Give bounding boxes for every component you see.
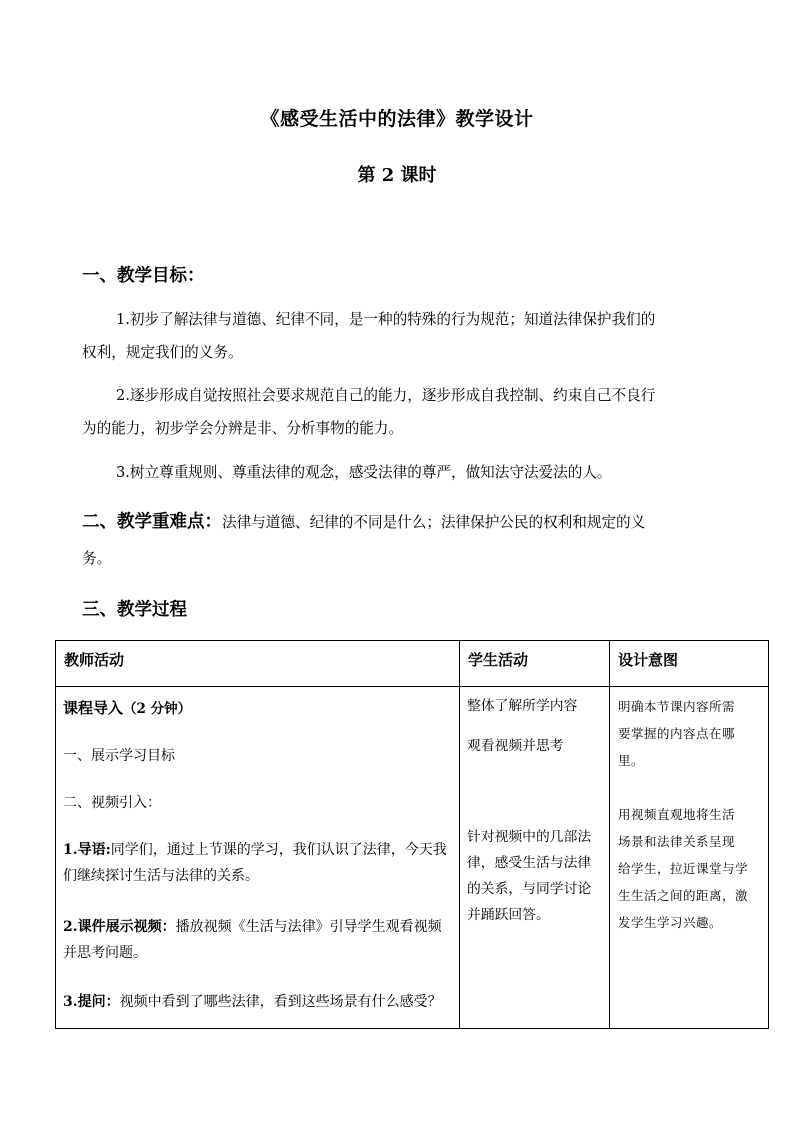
teacher-question-label: 3.提问：: [63, 994, 120, 1010]
intent-1-line-1: 明确本节课内容所需: [618, 699, 736, 714]
goal-2-line-2: 为的能力，初步学会分辨是非、分析事物的能力。: [82, 420, 404, 437]
goal-2: [82, 379, 722, 445]
header-student-activity: 学生活动: [460, 641, 610, 687]
item-show-goals: 一、展示学习目标: [63, 748, 175, 764]
goal-1: [82, 303, 722, 369]
student-discussion-line-4: 并踊跃回答。: [467, 907, 550, 923]
intent-paragraph-1: [618, 693, 758, 774]
intro-speech: [63, 837, 448, 889]
table-row: [56, 687, 769, 1029]
section-heading-key-points: 二、教学重难点：: [82, 512, 222, 532]
lesson-intro-heading: [63, 695, 448, 722]
goal-1-line-2: 权利，规定我们的义务。: [82, 344, 243, 361]
item-video-intro: 二、视频引入：: [63, 795, 161, 811]
video-display-label: 2.课件展示视频：: [63, 919, 176, 935]
table-header-row: [56, 641, 769, 687]
intro-speech-line-1: 同学们，通过上节课的学习，我们认识了法律，今天我: [110, 842, 447, 858]
goal-3-text: 3.树立尊重规则、尊重法律的观念，感受法律的尊严，做知法守法爱法的人。: [116, 464, 612, 481]
goal-2-line-1: 2.逐步形成自觉按照社会要求规范自己的能力，逐步形成自我控制、约束自己不良行: [116, 387, 656, 404]
goal-3: [82, 456, 722, 489]
intent-2-line-5: 发学生学习兴趣。: [618, 915, 723, 930]
lesson-number: 第 2 课时: [357, 165, 437, 186]
header-design-intent: 设计意图: [610, 641, 769, 687]
intent-1-line-3: 里。: [618, 753, 645, 768]
intent-1-line-2: 要掌握的内容点在哪: [618, 726, 736, 741]
key-points: [82, 504, 722, 577]
teacher-activity-cell: [56, 687, 460, 1029]
goal-1-line-1: 1.初步了解法律与道德、纪律不同，是一种的特殊的行为规范；知道法律保护我们的: [116, 311, 656, 328]
lesson-intro-time: （2 分钟）: [123, 701, 192, 717]
intro-speech-line-2: 们继续探讨生活与法律的关系。: [63, 868, 259, 884]
student-discussion-line-2: 律，感受生活与法律: [467, 855, 592, 871]
student-discussion-line-1: 针对视频中的几部法: [467, 829, 592, 845]
video-display-line-1: 播放视频《生活与法律》引导学生观看视频: [175, 919, 442, 935]
intent-2-line-2: 场景和法律关系呈现: [618, 834, 736, 849]
student-activity-cell: [460, 687, 610, 1029]
student-watch-video: 观看视频并思考: [467, 738, 564, 754]
intent-2-line-1: 用视频直观地将生活: [618, 807, 736, 822]
student-discussion: [467, 824, 595, 928]
lesson-intro-title: 课程导入: [63, 699, 124, 717]
teacher-question-text: 视频中看到了哪些法律，看到这些场景有什么感受？: [119, 994, 442, 1010]
teaching-process-table: [55, 640, 769, 1029]
key-points-line-2: 务。: [82, 550, 112, 567]
intent-2-line-4: 生生活之间的距离，激: [618, 888, 749, 903]
video-display: [63, 914, 448, 966]
key-points-line-1: 法律与道德、纪律的不同是什么；法律保护公民的权利和规定的义: [222, 514, 646, 531]
document-title: 《感受生活中的法律》教学设计: [260, 108, 534, 130]
student-overview: 整体了解所学内容: [467, 698, 578, 714]
intent-paragraph-2: [618, 801, 758, 936]
intent-2-line-3: 给学生，拉近课堂与学: [618, 861, 749, 876]
intro-speech-label: 1.导语:: [63, 842, 111, 858]
header-teacher-activity: 教师活动: [56, 641, 460, 687]
video-display-line-2: 并思考问题。: [63, 945, 147, 961]
section-heading-goals: 一、教学目标：: [82, 266, 205, 286]
teacher-question: [63, 989, 448, 1015]
design-intent-cell: [610, 687, 769, 1029]
section-heading-process: 三、教学过程: [82, 600, 187, 620]
student-discussion-line-3: 的关系，与同学讨论: [467, 881, 592, 897]
